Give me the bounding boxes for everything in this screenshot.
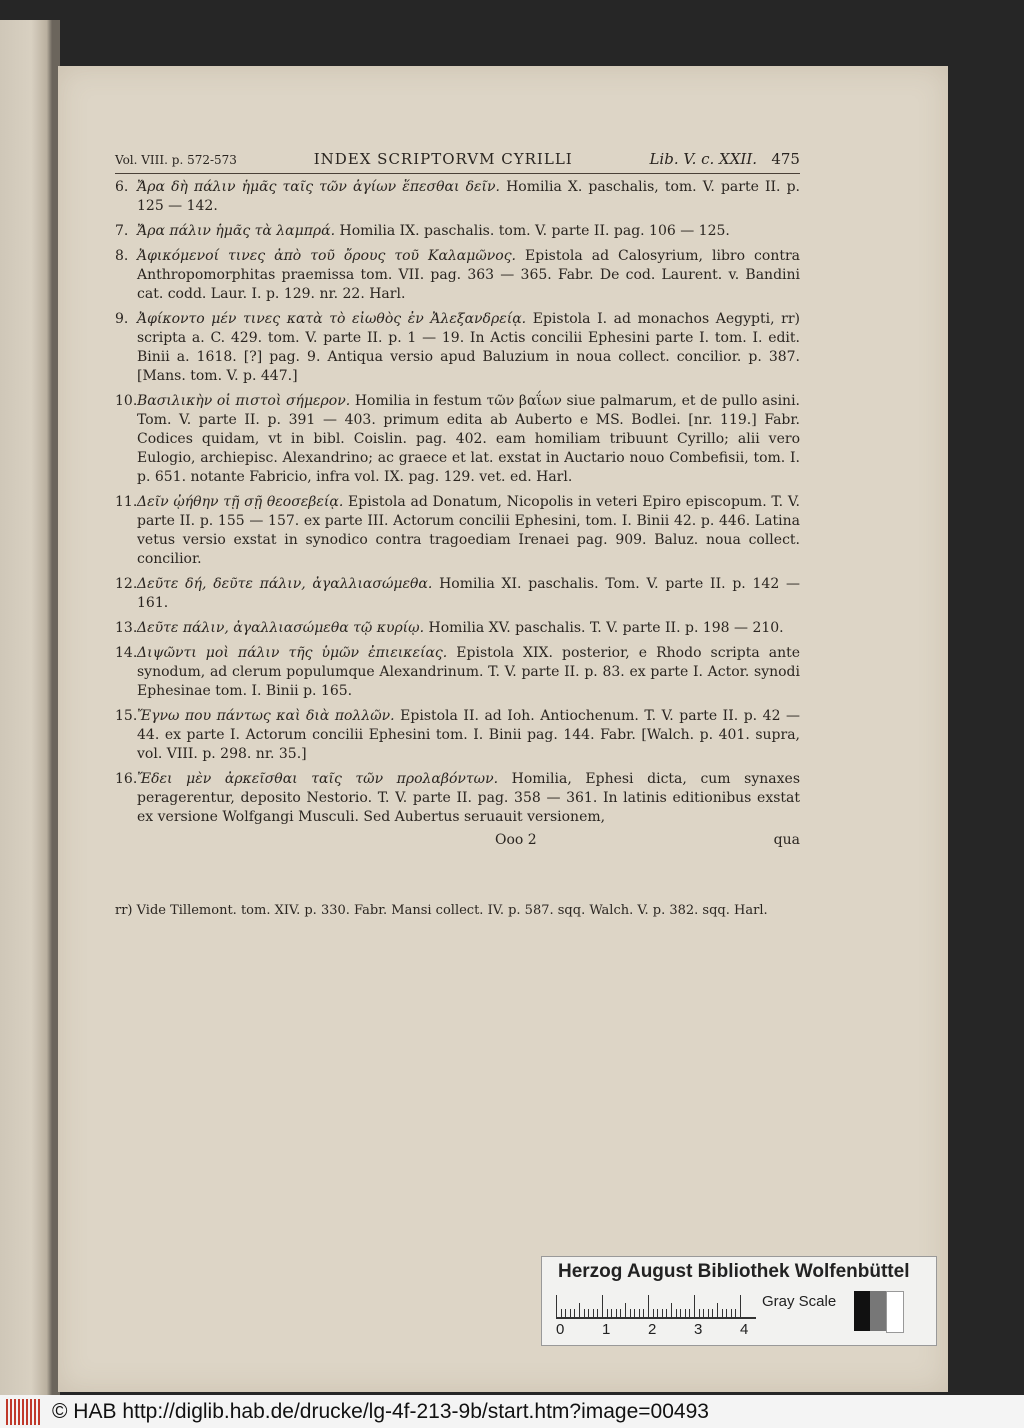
ruler-tick bbox=[643, 1309, 644, 1317]
entry-number: 12. bbox=[115, 576, 138, 592]
scale-number-0: 0 bbox=[556, 1321, 565, 1338]
footnote: rr) Vide Tillemont. tom. XIV. p. 330. Fabr. Mansi collect. IV. p. 587. sqq. Walch. V. p. 382. sqq. Harl. bbox=[115, 903, 768, 918]
entry-description: Epistola I. ad monachos Aegypti, rr) scripta a. C. 429. tom. V. parte II. p. 1 — 19. In Actis concilii Ephesini parte I. tom. I. edit. Binii a. 1618. [?] pag. 9. Antiqua versio apud Baluzium in noua collect. concilior. p. 387. [Mans. tom. V. p. 447.] bbox=[137, 311, 801, 384]
entry-description: Epistola ad Donatum, Nicopolis in veteri Epiro episcopum. T. V. parte II. p. 155 — 157. ex parte III. Actorum concilii Ephesini, tom. I. Binii 42. p. 446. Latina vetus versio exstat in synodico contra tragoediam Irenaei pag. 909. Baluz. noua collect. concilior. bbox=[137, 494, 800, 567]
entry-description: Epistola XIX. posterior, e Rhodo scripta ante synodum, ad clerum populumque Alexandrinum. T. V. parte II. p. 83. ex parte I. Actor. synodi Ephesinae tom. I. Binii p. 165. bbox=[137, 645, 801, 699]
ruler-tick bbox=[703, 1309, 704, 1317]
ruler-tick bbox=[671, 1303, 672, 1317]
entry-number: 14. bbox=[115, 645, 138, 661]
ruler-tick bbox=[735, 1309, 736, 1317]
ruler-tick bbox=[634, 1309, 635, 1317]
ruler-tick bbox=[625, 1303, 626, 1317]
ruler-tick bbox=[565, 1309, 566, 1317]
entry-incipit: Διψῶντι μοὶ πάλιν τῆς ὑμῶν ἐπιεικείας. bbox=[137, 645, 448, 661]
entry-incipit: Ἔγνω που πάντως καὶ διὰ πολλῶν. bbox=[137, 708, 395, 724]
ruler-tick bbox=[657, 1309, 658, 1317]
gray-swatch-mid bbox=[870, 1291, 886, 1331]
ruler-tick bbox=[607, 1309, 608, 1317]
entry-text bbox=[137, 178, 800, 216]
entry-number: 11. bbox=[115, 494, 138, 510]
entry-text bbox=[137, 493, 800, 569]
ruler-tick bbox=[611, 1309, 612, 1317]
entry-description: Homilia XI. paschalis. Tom. V. parte II. p. 142 — 161. bbox=[137, 576, 801, 611]
gray-swatch-black bbox=[854, 1291, 870, 1331]
scale-number-3: 3 bbox=[694, 1321, 703, 1338]
hab-logo-icon bbox=[6, 1399, 40, 1425]
entry-incipit: Ἄρα πάλιν ἡμᾶς τὰ λαμπρά. bbox=[137, 223, 336, 239]
scale-ruler bbox=[556, 1291, 756, 1319]
entry-description: Homilia in festum τῶν βαΐων siue palmarum, et de pullo asini. Tom. V. parte II. p. 391 — 403. primum edita ab Auberto e MS. Bodlei. [nr. 119.] Fabr. Codices quidam, vt in bibl. Coislin. pag. 402. eam homiliam tribuunt Cyrillo; alii vero Eulogio, archiepisc. Alexandrino; ac graece et lat. exstat in Auctario nouo Combefisii, tom. I. p. 651. notante Fabricio, infra vol. IX. pag. 129. vet. ed. Harl. bbox=[137, 393, 800, 485]
entry-incipit: Δεῦτε πάλιν, ἀγαλλιασώμεθα τῷ κυρίῳ. bbox=[137, 620, 425, 636]
entry-description: Epistola ad Calosyrium, libro contra Anthropomorphitas praemissa tom. VII. pag. 363 — 365. Fabr. De cod. Laurent. v. Bandini cat. codd. Laur. I. p. 129. nr. 22. Harl. bbox=[137, 248, 800, 302]
index-entry bbox=[115, 707, 800, 764]
ruler-tick bbox=[597, 1309, 598, 1317]
index-entry bbox=[115, 222, 800, 241]
index-entry bbox=[115, 575, 800, 613]
ruler-tick bbox=[699, 1309, 700, 1317]
running-head-book: Lib. V. c. XXII. bbox=[649, 150, 758, 168]
entry-text bbox=[137, 644, 800, 701]
footer-credit-link[interactable]: © HAB http://diglib.hab.de/drucke/lg-4f-213-9b/start.htm?image=00493 bbox=[52, 1399, 709, 1423]
scale-number-2: 2 bbox=[648, 1321, 657, 1338]
entry-incipit: Ἀφικόμενοί τινες ἀπὸ τοῦ ὄρους τοῦ Καλαμῶνος. bbox=[137, 248, 517, 264]
page-content bbox=[115, 150, 800, 920]
signature-mark: Ooo 2 bbox=[495, 832, 537, 848]
entry-number: 10. bbox=[115, 393, 138, 409]
entry-incipit: Ἀφίκοντο μέν τινες κατὰ τὸ εἰωθὸς ἐν Ἀλεξανδρείᾳ. bbox=[137, 311, 527, 327]
catchword: qua bbox=[773, 832, 800, 848]
entry-number: 8. bbox=[115, 248, 129, 264]
entry-number: 7. bbox=[115, 223, 129, 239]
footer-bar bbox=[0, 1395, 1024, 1428]
entry-description: Homilia XV. paschalis. T. V. parte II. p. 198 — 210. bbox=[428, 620, 784, 636]
entry-description: Homilia X. paschalis, tom. V. parte II. p. 125 — 142. bbox=[137, 179, 801, 214]
gray-swatch-white bbox=[886, 1291, 904, 1333]
scale-number-4: 4 bbox=[740, 1321, 749, 1338]
scale-number-1: 1 bbox=[602, 1321, 611, 1338]
entry-description: Homilia IX. paschalis. tom. V. parte II. pag. 106 — 125. bbox=[339, 223, 730, 239]
ruler-tick bbox=[685, 1309, 686, 1317]
index-entry bbox=[115, 770, 800, 827]
ruler-tick bbox=[556, 1295, 557, 1317]
ruler-tick bbox=[694, 1295, 695, 1317]
entry-text bbox=[137, 310, 800, 386]
ruler-tick bbox=[579, 1303, 580, 1317]
entry-text bbox=[137, 619, 800, 638]
ruler-tick bbox=[574, 1309, 575, 1317]
ruler-tick bbox=[676, 1309, 677, 1317]
running-head-volume: Vol. VIII. p. 572-573 bbox=[115, 153, 237, 167]
ruler-tick bbox=[666, 1309, 667, 1317]
previous-page-edge bbox=[0, 20, 52, 1395]
ruler-tick bbox=[689, 1309, 690, 1317]
entry-number: 16. bbox=[115, 771, 138, 787]
ruler-tick bbox=[584, 1309, 585, 1317]
entry-incipit: Ἄρα δὴ πάλιν ἡμᾶς ταῖς τῶν ἁγίων ἕπεσθαι δεῖν. bbox=[137, 179, 500, 195]
entry-text bbox=[137, 222, 800, 241]
ruler-tick bbox=[717, 1303, 718, 1317]
index-entry bbox=[115, 392, 800, 487]
entry-number: 9. bbox=[115, 311, 129, 327]
ruler-tick bbox=[561, 1309, 562, 1317]
ruler-tick bbox=[630, 1309, 631, 1317]
ruler-tick bbox=[602, 1295, 603, 1317]
ruler-tick bbox=[593, 1309, 594, 1317]
page-number: 475 bbox=[771, 150, 800, 168]
ruler-tick bbox=[653, 1309, 654, 1317]
entry-description: Homilia, Ephesi dicta, cum synaxes peragerentur, deposito Nestorio. T. V. parte II. pag. 358 — 361. In latinis editionibus exstat ex versione Wolfgangi Musculi. Sed Aubertus seruauit versionem, bbox=[137, 771, 801, 825]
index-entry bbox=[115, 178, 800, 216]
entry-number: 15. bbox=[115, 708, 138, 724]
entry-incipit: Δεῖν ᾠήθην τῇ σῇ θεοσεβείᾳ. bbox=[137, 494, 344, 510]
entry-text bbox=[137, 247, 800, 304]
entry-number: 13. bbox=[115, 620, 138, 636]
index-entry bbox=[115, 247, 800, 304]
ruler-tick bbox=[616, 1309, 617, 1317]
ruler-tick bbox=[639, 1309, 640, 1317]
ruler-tick bbox=[680, 1309, 681, 1317]
index-entry bbox=[115, 310, 800, 386]
color-reference-card bbox=[541, 1256, 937, 1346]
library-name: Herzog August Bibliothek Wolfenbüttel bbox=[558, 1261, 910, 1282]
entry-incipit: Ἔδει μὲν ἀρκεῖσθαι ταῖς τῶν προλαβόντων. bbox=[137, 771, 499, 787]
ruler-tick bbox=[712, 1309, 713, 1317]
signature-line bbox=[115, 831, 800, 850]
running-head bbox=[115, 150, 800, 174]
entry-text bbox=[137, 707, 800, 764]
entry-text bbox=[137, 575, 800, 613]
entry-text bbox=[137, 770, 800, 827]
gray-scale-label: Gray Scale bbox=[762, 1293, 837, 1310]
ruler-tick bbox=[722, 1309, 723, 1317]
entry-description: Epistola II. ad Ioh. Antiochenum. T. V. parte II. p. 42 — 44. ex parte I. Actorum concilii Ephesini tom. I. Binii pag. 144. Fabr. [Walch. p. 401. supra, vol. VIII. p. 298. nr. 35.] bbox=[137, 708, 800, 762]
ruler-tick bbox=[570, 1309, 571, 1317]
running-head-title: INDEX SCRIPTORVM CYRILLI bbox=[313, 150, 573, 168]
entry-text bbox=[137, 392, 800, 487]
entry-number: 6. bbox=[115, 179, 129, 195]
index-entry bbox=[115, 619, 800, 638]
running-head-right bbox=[649, 150, 800, 169]
index-entry bbox=[115, 644, 800, 701]
ruler-tick bbox=[588, 1309, 589, 1317]
ruler-tick bbox=[740, 1295, 741, 1317]
entry-incipit: Δεῦτε δή, δεῦτε πάλιν, ἀγαλλιασώμεθα. bbox=[137, 576, 433, 592]
ruler-tick bbox=[731, 1309, 732, 1317]
entry-incipit: Βασιλικὴν οἱ πιστοὶ σήμερον. bbox=[137, 393, 351, 409]
ruler-tick bbox=[708, 1309, 709, 1317]
ruler-tick bbox=[726, 1309, 727, 1317]
index-entry bbox=[115, 493, 800, 569]
ruler-tick bbox=[620, 1309, 621, 1317]
entry-list bbox=[115, 178, 800, 827]
ruler-tick bbox=[648, 1295, 649, 1317]
ruler-tick bbox=[662, 1309, 663, 1317]
